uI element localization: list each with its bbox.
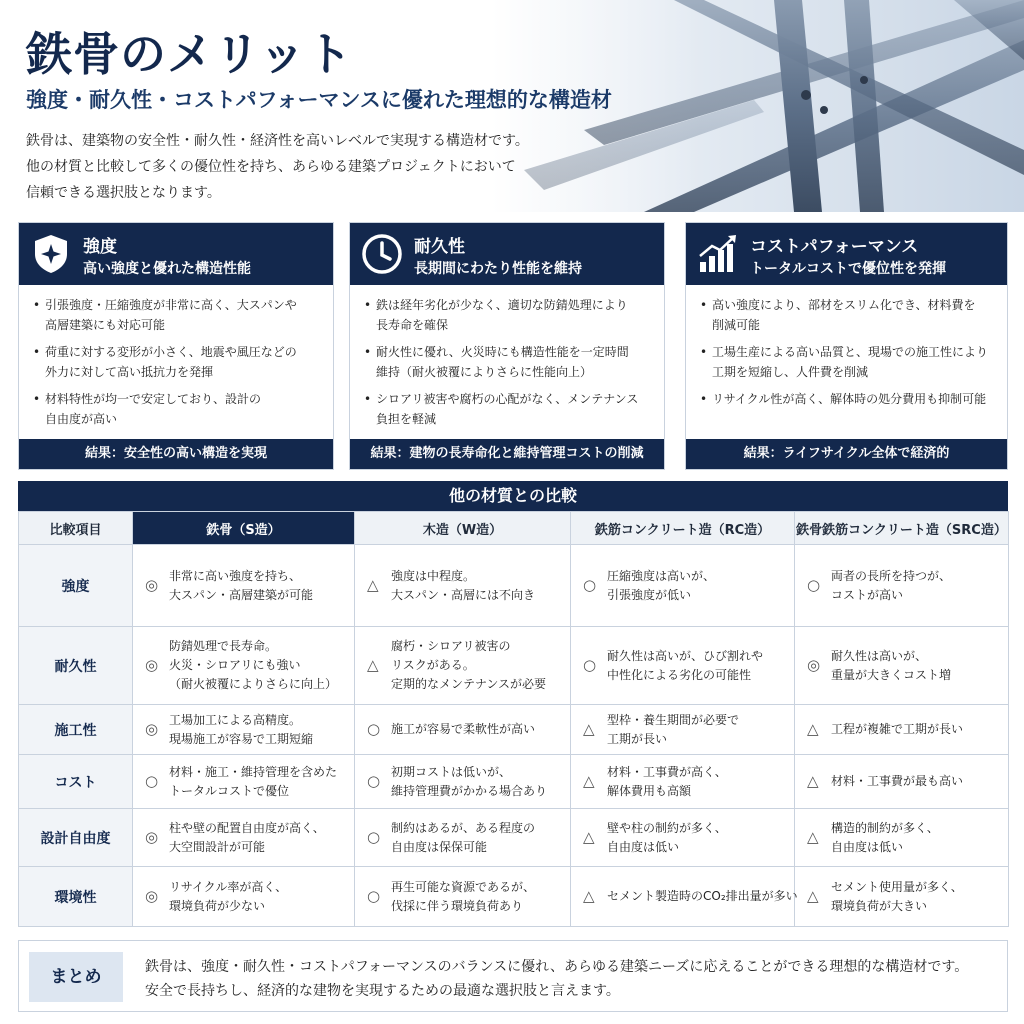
cell-text-line: 耐久性は高いが、ひび割れや	[607, 648, 764, 663]
cell-text-line: 防錆処理で長寿命。	[169, 639, 278, 653]
cell-text-line: 現場施工が容易で工期短縮	[169, 731, 314, 746]
card-point: • 鉄は経年劣化が少なく、適切な防錆処理により 長寿命を確保	[362, 295, 652, 335]
column-header: 比較項目	[19, 512, 133, 545]
row-label: 耐久性	[19, 627, 133, 705]
card-body	[350, 285, 664, 440]
table-cell	[795, 705, 1009, 755]
cell-text-line: リサイクル率が高く、	[169, 879, 288, 894]
table-cell	[133, 809, 355, 867]
column-header: 鉄骨鉄筋コンクリート造（SRC造）	[795, 512, 1009, 545]
cell-text-line: 耐久性は高いが、	[831, 648, 928, 663]
cell-text-line: リスクがある。	[391, 658, 475, 672]
table-cell	[571, 627, 795, 705]
rating-mark: ○	[367, 720, 381, 738]
cell-text-line: 非常に高い強度を持ち、	[169, 568, 302, 583]
cell-text-line: 型枠・養生期間が必要で	[607, 712, 740, 727]
summary-label: まとめ	[29, 952, 123, 1002]
cell-text-line: 工場加工による高精度。	[169, 712, 302, 727]
cell-text-line: （耐火被覆によりさらに向上）	[169, 677, 338, 691]
card-body	[19, 285, 333, 440]
card-body	[686, 285, 1007, 440]
card-title: 強度	[83, 237, 117, 257]
rating-mark: ○	[367, 887, 381, 905]
intro-text	[26, 128, 566, 206]
rating-mark: △	[807, 887, 819, 905]
shield-icon	[29, 232, 73, 276]
table-cell	[355, 867, 571, 927]
table-cell	[355, 627, 571, 705]
card-subtitle: 長期間にわたり性能を維持	[414, 261, 582, 277]
rating-mark: △	[807, 720, 819, 738]
clock-icon	[360, 232, 404, 276]
intro-line: 他の材質と比較して多くの優位性を持ち、あらゆる建築プロジェクトにおいて	[26, 159, 516, 175]
card-header	[19, 223, 333, 285]
table-cell	[133, 755, 355, 809]
cell-text-line: 大空間設計が可能	[169, 839, 266, 854]
cell-text-line: 環境負荷が少ない	[169, 898, 266, 913]
card-point: • 荷重に対する変形が小さく、地震や風圧などの 外力に対して高い抵抗力を発揮	[31, 342, 321, 382]
rating-mark: ○	[583, 576, 597, 594]
card-title: コストパフォーマンス	[750, 237, 919, 257]
rating-mark: ○	[145, 772, 159, 790]
cell-text-line: 維持管理費がかかる場合あり	[391, 783, 548, 798]
table-cell	[795, 809, 1009, 867]
summary-text	[145, 955, 968, 1003]
table-row	[19, 867, 1009, 927]
table-header-row	[19, 512, 1009, 545]
rating-mark: ○	[807, 576, 821, 594]
table-row	[19, 705, 1009, 755]
column-header: 鉄骨（S造）	[133, 512, 355, 545]
cell-text-line: 自由度は保保可能	[391, 839, 488, 854]
card-result: 結果：安全性の高い構造を実現	[19, 439, 333, 469]
cell-text-line: 初期コストは低いが、	[391, 764, 512, 779]
card-result: 結果：建物の長寿命化と維持管理コストの削減	[350, 439, 664, 469]
cell-text-line: 柱や壁の配置自由度が高く、	[169, 820, 325, 835]
cell-text-line: 伐採に伴う環境負荷あり	[391, 898, 524, 913]
cell-text-line: 工期が長い	[607, 731, 668, 746]
rating-mark: ○	[583, 656, 597, 674]
rating-mark: ◎	[145, 576, 159, 594]
rating-mark: △	[367, 576, 379, 594]
card-point: • リサイクル性が高く、解体時の処分費用も抑制可能	[698, 389, 995, 409]
table-cell	[133, 545, 355, 627]
table-row	[19, 809, 1009, 867]
cell-text-line: 解体費用も高額	[607, 783, 692, 798]
comparison-section	[18, 481, 1008, 927]
comparison-title: 他の材質との比較	[18, 481, 1008, 511]
table-cell	[795, 627, 1009, 705]
table-cell	[571, 867, 798, 927]
rating-mark: △	[367, 656, 379, 674]
rating-mark: ◎	[145, 720, 159, 738]
cell-text-line: コストが高い	[831, 587, 904, 602]
cell-text-line: 再生可能な資源であるが、	[391, 879, 536, 894]
column-header: 木造（W造）	[355, 512, 571, 545]
cell-text-line: 施工が容易で柔軟性が高い	[391, 722, 536, 736]
rating-mark: △	[583, 720, 595, 738]
card-strength	[18, 222, 334, 470]
chart-growth-icon	[696, 232, 740, 276]
table-cell	[355, 705, 571, 755]
table-cell	[571, 545, 795, 627]
table-row	[19, 545, 1009, 627]
rating-mark: ◎	[145, 887, 159, 905]
rating-mark: ◎	[145, 828, 159, 846]
rating-mark: ○	[367, 772, 381, 790]
card-header	[350, 223, 664, 285]
summary-line: 安全で長持ちし、経済的な建物を実現するための最適な選択肢と言えます。	[145, 983, 620, 999]
row-label: 施工性	[19, 705, 133, 755]
table-cell	[795, 867, 1009, 927]
cell-text-line: 制約はあるが、ある程度の	[391, 820, 536, 835]
rating-mark: ◎	[145, 656, 159, 674]
cell-text-line: 定期的なメンテナンスが必要	[391, 677, 547, 691]
cell-text-line: 材料・工事費が高く、	[607, 764, 727, 779]
intro-line: 信頼できる選択肢となります。	[26, 185, 221, 201]
summary-line: 鉄骨は、強度・耐久性・コストパフォーマンスのバランスに優れ、あらゆる建築ニーズに応えることができる理想的な構造材です。	[145, 959, 969, 975]
rating-mark: △	[807, 828, 819, 846]
cell-text-line: 中性化による劣化の可能性	[607, 667, 752, 682]
cell-text-line: 腐朽・シロアリ被害の	[391, 639, 511, 653]
cell-text-line: 強度は中程度。	[391, 568, 476, 583]
intro-line: 鉄骨は、建築物の安全性・耐久性・経済性を高いレベルで実現する構造材です。	[26, 133, 529, 149]
cell-text-line: 重量が大きくコスト増	[831, 667, 952, 682]
table-cell	[355, 809, 571, 867]
card-subtitle: 高い強度と優れた構造性能	[83, 261, 251, 277]
card-point: • シロアリ被害や腐朽の心配がなく、メンテナンス 負担を軽減	[362, 389, 652, 429]
table-cell	[355, 755, 571, 809]
rating-mark: △	[583, 828, 595, 846]
rating-mark: ◎	[807, 656, 821, 674]
table-cell	[795, 755, 1009, 809]
table-cell	[571, 705, 795, 755]
card-point: • 引張強度・圧縮強度が非常に高く、大スパンや 高層建築にも対応可能	[31, 295, 321, 335]
cell-text-line: セメント製造時のCO₂排出量が多い	[607, 889, 798, 903]
rating-mark: △	[807, 772, 819, 790]
rating-mark: △	[583, 887, 595, 905]
cell-text-line: 自由度は低い	[607, 839, 680, 854]
page-title: 鉄骨のメリット	[26, 27, 354, 81]
table-cell	[355, 545, 571, 627]
cell-text-line: 自由度は低い	[831, 839, 904, 854]
table-row	[19, 755, 1009, 809]
cell-text-line: 大スパン・高層には不向き	[391, 587, 536, 602]
card-point: • 工場生産による高い品質と、現場での施工性により 工期を短縮し、人件費を削減	[698, 342, 995, 382]
cell-text-line: 構造的制約が多く、	[831, 820, 939, 835]
row-label: コスト	[19, 755, 133, 809]
table-cell	[571, 755, 795, 809]
table-cell	[133, 705, 355, 755]
table-cell	[795, 545, 1009, 627]
cell-text-line: 大スパン・高層建築が可能	[169, 587, 314, 602]
rating-mark: △	[583, 772, 595, 790]
table-cell	[133, 867, 355, 927]
card-title: 耐久性	[414, 237, 465, 257]
cell-text-line: 環境負荷が大きい	[831, 898, 928, 913]
row-label: 設計自由度	[19, 809, 133, 867]
cell-text-line: 壁や柱の制約が多く、	[607, 820, 727, 835]
card-header	[686, 223, 1007, 285]
table-row	[19, 627, 1009, 705]
rating-mark: ○	[367, 828, 381, 846]
card-cost-performance	[685, 222, 1008, 470]
table-cell	[571, 809, 795, 867]
card-point: • 耐火性に優れ、火災時にも構造性能を一定時間 維持（耐火被覆によりさらに性能向上）	[362, 342, 652, 382]
cell-text-line: 両者の長所を持つが、	[831, 568, 952, 583]
summary-box	[18, 940, 1008, 1012]
row-label: 環境性	[19, 867, 133, 927]
cell-text-line: 工程が複雑で工期が長い	[831, 722, 964, 736]
cell-text-line: セメント使用量が多く、	[831, 879, 963, 894]
cell-text-line: 材料・施工・維持管理を含めた	[169, 764, 338, 779]
table-cell	[133, 627, 355, 705]
cell-text-line: 引張強度が低い	[607, 587, 692, 602]
feature-cards	[18, 222, 1008, 470]
card-result: 結果：ライフサイクル全体で経済的	[686, 439, 1007, 469]
card-durability	[349, 222, 665, 470]
card-point: • 高い強度により、部材をスリム化でき、材料費を 削減可能	[698, 295, 995, 335]
card-subtitle: トータルコストで優位性を発揮	[750, 261, 946, 277]
row-label: 強度	[19, 545, 133, 627]
column-header: 鉄筋コンクリート造（RC造）	[571, 512, 795, 545]
header	[0, 0, 1024, 212]
cell-text-line: トータルコストで優位	[169, 783, 290, 798]
cell-text-line: 圧縮強度は高いが、	[607, 568, 716, 583]
cell-text-line: 火災・シロアリにも強い	[169, 658, 301, 672]
comparison-table	[18, 511, 1009, 927]
page-subtitle: 強度・耐久性・コストパフォーマンスに優れた理想的な構造材	[26, 88, 612, 112]
card-point: • 材料特性が均一で安定しており、設計の 自由度が高い	[31, 389, 321, 429]
cell-text-line: 材料・工事費が最も高い	[831, 774, 964, 788]
